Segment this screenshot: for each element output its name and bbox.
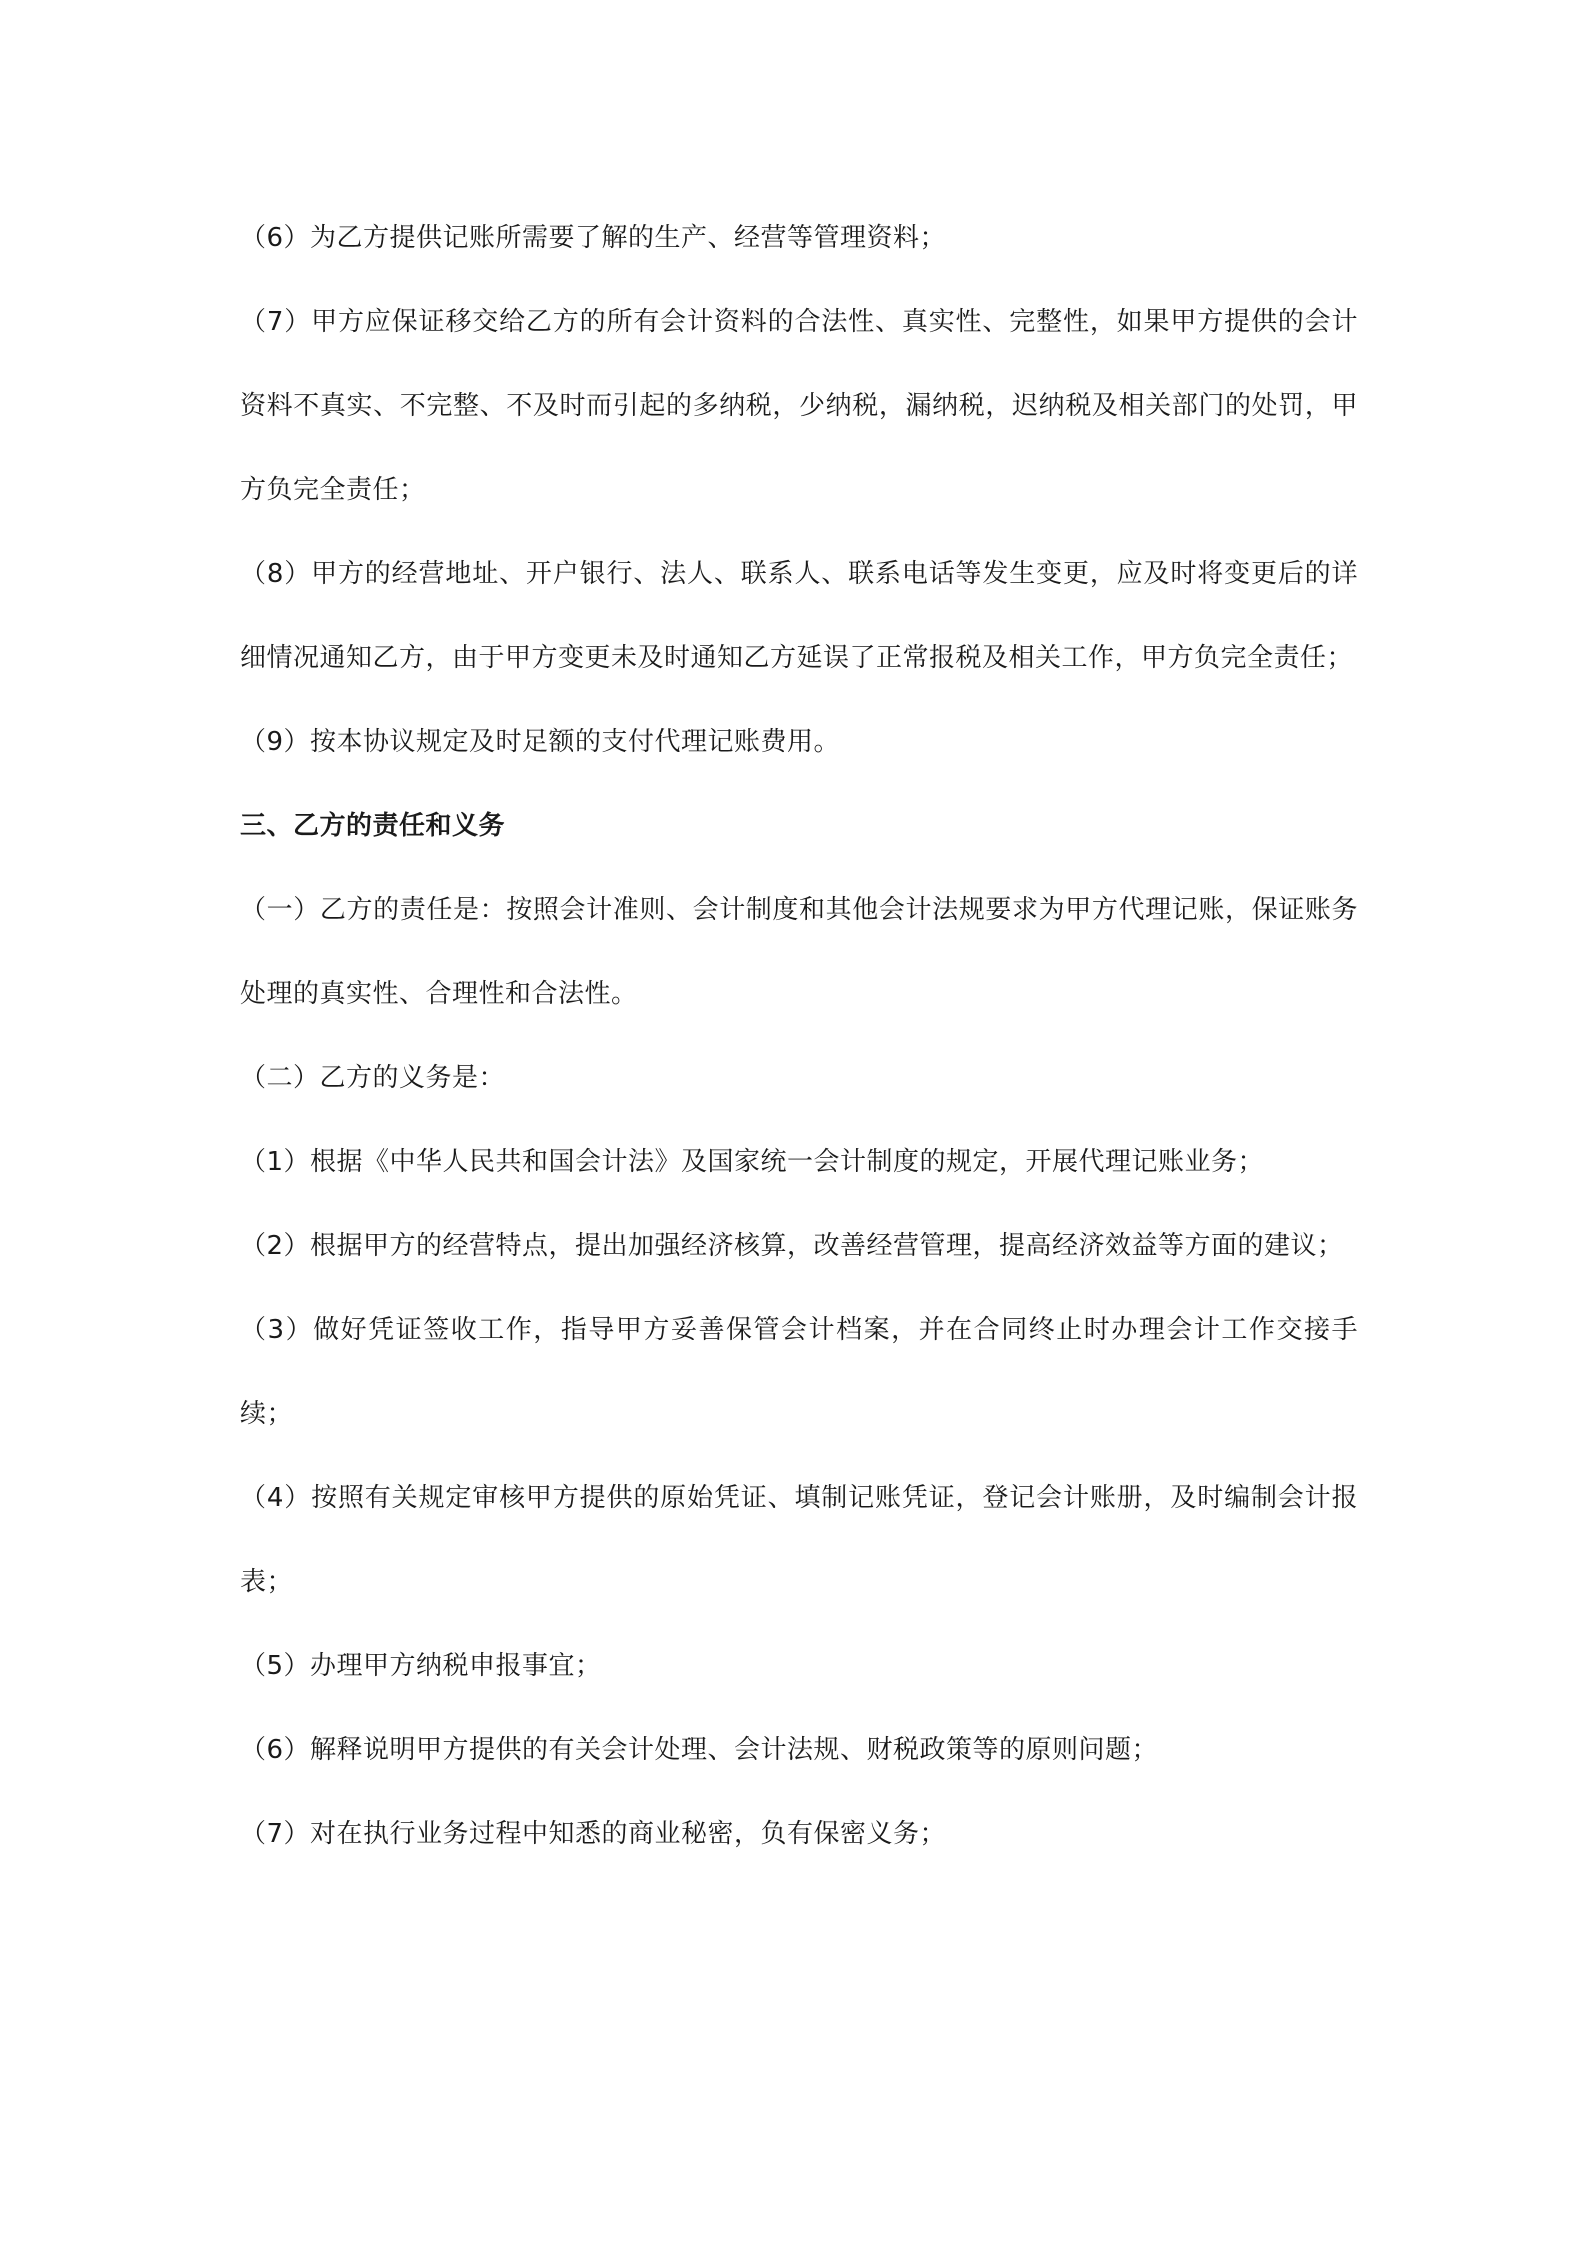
obligation-2: （2）根据甲方的经营特点，提出加强经济核算，改善经营管理，提高经济效益等方面的建议； xyxy=(240,1231,1344,1261)
obligation-4: （4）按照有关规定审核甲方提供的原始凭证、填制记账凭证，登记会计账册，及时编制会计报表； xyxy=(240,1483,1358,1597)
obligation-6: （6）解释说明甲方提供的有关会计处理、会计法规、财税政策等的原则问题； xyxy=(240,1735,1159,1765)
obligation-5: （5）办理甲方纳税申报事宜； xyxy=(240,1651,602,1681)
clause-6-materials: （6）为乙方提供记账所需要了解的生产、经营等管理资料； xyxy=(240,223,947,253)
obligation-1: （1）根据《中华人民共和国会计法》及国家统一会计制度的规定，开展代理记账业务； xyxy=(240,1147,1265,1177)
clause-8-changes: （8）甲方的经营地址、开户银行、法人、联系人、联系电话等发生变更，应及时将变更后的详细情况通知乙方，由于甲方变更未及时通知乙方延误了正常报税及相关工作，甲方负完全责任； xyxy=(240,559,1358,673)
section-heading-party-b: 三、乙方的责任和义务 xyxy=(240,811,506,841)
obligation-7: （7）对在执行业务过程中知悉的商业秘密，负有保密义务； xyxy=(240,1819,947,1849)
clause-7-accuracy: （7）甲方应保证移交给乙方的所有会计资料的合法性、真实性、完整性，如果甲方提供的会计资料不真实、不完整、不及时而引起的多纳税，少纳税，漏纳税，迟纳税及相关部门的处罚，甲方负完全责任； xyxy=(240,307,1358,505)
document-body xyxy=(240,196,1358,1876)
clause-9-payment: （9）按本协议规定及时足额的支付代理记账费用。 xyxy=(240,727,841,757)
party-b-obligations-intro: （二）乙方的义务是： xyxy=(240,1063,506,1093)
party-b-responsibility: （一）乙方的责任是：按照会计准则、会计制度和其他会计法规要求为甲方代理记账，保证账务处理的真实性、合理性和合法性。 xyxy=(240,895,1358,1009)
obligation-3: （3）做好凭证签收工作，指导甲方妥善保管会计档案，并在合同终止时办理会计工作交接手续； xyxy=(240,1315,1358,1429)
